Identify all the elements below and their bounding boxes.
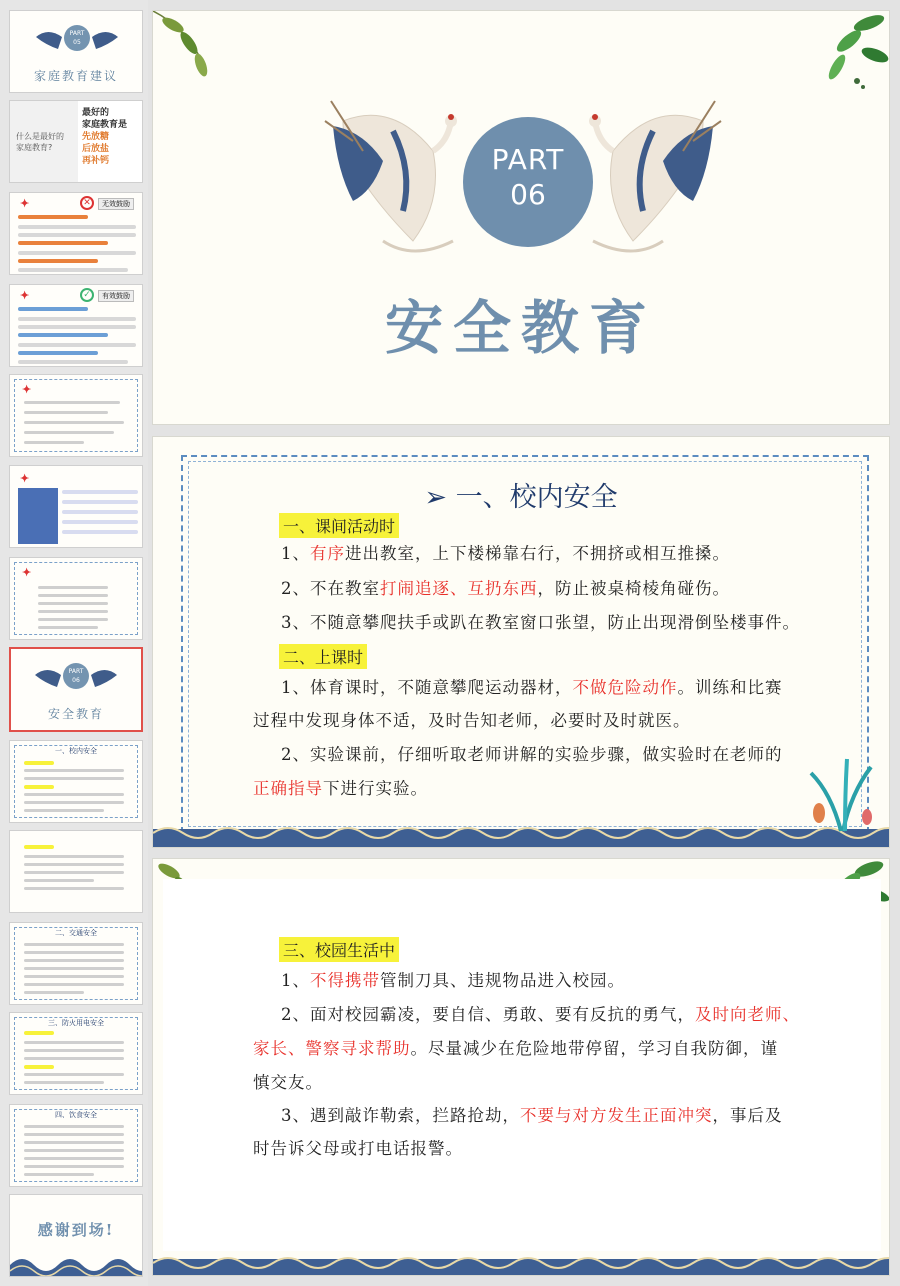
text-line	[24, 863, 124, 866]
text-run: 1、	[281, 544, 310, 563]
slide-thumbnail-2[interactable]	[9, 100, 143, 183]
slide-thumbnail-8[interactable]	[9, 647, 143, 732]
paragraph-2-cont	[253, 1032, 778, 1065]
text-line	[24, 769, 124, 772]
slide-thumbnail-3[interactable]	[9, 192, 143, 275]
text-line	[24, 421, 124, 424]
text-line	[24, 879, 94, 882]
text-line	[24, 1041, 124, 1044]
text-line	[24, 401, 120, 404]
answer-line: 最好的	[82, 108, 110, 118]
glyph-mark: ✦	[20, 289, 30, 302]
text-line	[18, 360, 128, 364]
text-line	[24, 887, 124, 890]
content-panel	[163, 879, 881, 1251]
text-line	[24, 983, 124, 986]
text-line	[24, 1141, 124, 1144]
paragraph-3: 3、不随意攀爬扶手或趴在教室窗口张望，防止出现滑倒坠楼事件。	[281, 613, 800, 632]
highlight-bar	[24, 761, 54, 765]
text-line	[18, 325, 136, 329]
text-line	[18, 343, 136, 347]
emphasis-text: 及时向老师、	[695, 1005, 800, 1024]
text-line	[24, 1081, 104, 1084]
text-line	[24, 967, 124, 970]
answer-highlight: 后放盐	[82, 144, 110, 154]
text-line	[24, 1149, 124, 1152]
text-line	[24, 793, 124, 796]
text-line	[62, 490, 138, 494]
highlight-bar	[24, 1065, 54, 1069]
leaf-decoration	[779, 11, 889, 101]
slide-heading: 四、饮食安全	[55, 1111, 97, 1119]
slide-heading: 二、交通安全	[55, 929, 97, 937]
wave-decoration	[10, 1251, 143, 1277]
slide-thumbnail-10[interactable]	[9, 830, 143, 913]
paragraph-5-cont	[253, 772, 428, 805]
text-line	[24, 1057, 124, 1060]
part-label: PART	[491, 143, 565, 176]
status-badge: 无效鼓励	[98, 198, 134, 210]
crane-illustration	[33, 665, 119, 691]
text-run: 管制刀具、违规物品进入校园。	[380, 971, 625, 990]
text-line	[24, 777, 124, 780]
text-run: ，防止被桌椅棱角碰伤。	[537, 579, 730, 598]
text-run: 1、体育课时，不随意攀爬运动器材，	[281, 678, 573, 697]
slide-thumbnail-7[interactable]	[9, 557, 143, 640]
cross-icon: ✕	[80, 196, 94, 210]
paragraph-2-end: 慎交友。	[253, 1073, 323, 1092]
slide-thumbnail-14[interactable]	[9, 1194, 143, 1277]
text-line	[24, 431, 114, 434]
text-line	[62, 530, 138, 534]
answer-block	[82, 107, 127, 167]
emphasis-text: 家长、警察寻求帮助	[253, 1039, 411, 1058]
slide-thumbnail-1[interactable]	[9, 10, 143, 93]
answer-highlight: 再补钙	[82, 156, 110, 166]
text-line	[38, 594, 108, 597]
part-number: 05	[73, 39, 81, 46]
text-line	[18, 225, 136, 229]
part-number: 06	[510, 178, 546, 211]
text-line	[62, 510, 138, 514]
part-label: PART	[68, 668, 84, 675]
section-label: 三、校园生活中	[279, 937, 399, 962]
text-run: 2、面对校园霸凌，要自信、勇敢、要有反抗的勇气，	[281, 1005, 695, 1024]
text-line	[62, 500, 138, 504]
text-line	[24, 1173, 94, 1176]
bar-line	[18, 307, 88, 311]
text-line	[38, 586, 108, 589]
leaf-decoration	[153, 11, 233, 81]
slide-thumbnail-panel	[0, 0, 148, 1286]
paragraph-1	[281, 964, 625, 997]
text-line	[38, 618, 108, 621]
text-line	[24, 1073, 124, 1076]
highlight-bar	[24, 845, 54, 849]
section-label: 一、课间活动时	[279, 513, 399, 538]
emphasis-text: 不做危险动作	[572, 678, 678, 697]
bar-line	[18, 259, 98, 263]
text-run: 3、遇到敲诈勒索，拦路抢劫，	[281, 1106, 520, 1125]
text-line	[24, 943, 124, 946]
slide-thumbnail-12[interactable]	[9, 1012, 143, 1095]
plant-decoration	[801, 753, 881, 833]
text-line	[24, 959, 124, 962]
emphasis-text: 有序	[310, 544, 345, 563]
slide-thumbnail-11[interactable]	[9, 922, 143, 1005]
text-line	[24, 951, 124, 954]
slide-thumbnail-13[interactable]	[9, 1104, 143, 1187]
paragraph-4	[281, 671, 783, 704]
text-line	[18, 317, 136, 321]
answer-highlight: 先放糖	[82, 132, 110, 142]
text-line	[38, 602, 108, 605]
slide-campus-life	[152, 858, 890, 1276]
slide-thumbnail-9[interactable]	[9, 740, 143, 823]
text-line	[24, 441, 84, 444]
text-run: 1、	[281, 971, 310, 990]
text-line	[38, 610, 108, 613]
text-line	[18, 268, 128, 272]
text-line	[24, 1049, 124, 1052]
slide-thumbnail-5[interactable]	[9, 374, 143, 457]
bar-line	[18, 215, 88, 219]
paragraph-1	[281, 537, 730, 570]
text-run: 2、不在教室	[281, 579, 380, 598]
bar-line	[18, 241, 108, 245]
text-line	[18, 233, 136, 237]
section-title: 安全教育	[384, 294, 657, 362]
text-run: 。尽量减少在危险地带停留，学习自我防御，谨	[410, 1039, 778, 1058]
wave-decoration	[153, 823, 890, 847]
slide-heading: ➢ 一、校内安全	[424, 482, 618, 513]
section-label: 二、上课时	[279, 644, 367, 669]
text-line	[24, 871, 124, 874]
text-line	[24, 809, 104, 812]
text-line	[24, 1157, 124, 1160]
text-line	[24, 801, 124, 804]
paragraph-2	[281, 998, 800, 1031]
text-line	[62, 520, 138, 524]
dashed-frame	[14, 562, 138, 635]
answer-line: 家庭教育是	[82, 120, 128, 130]
text-line	[24, 1133, 124, 1136]
text-run: ，事后及	[712, 1106, 783, 1125]
slide-heading: 一、校内安全	[55, 747, 97, 755]
glyph-mark: ✦	[20, 197, 30, 210]
paragraph-3-cont: 时告诉父母或打电话报警。	[253, 1139, 463, 1158]
text-line	[24, 855, 124, 858]
paragraph-4-cont: 过程中发现身体不适，及时告知老师，必要时及时就医。	[253, 711, 691, 730]
glyph-mark: ✦	[22, 383, 32, 396]
text-run: 。训练和比赛	[677, 678, 783, 697]
slide-title: 感谢到场!	[37, 1221, 115, 1239]
paragraph-2	[281, 572, 730, 605]
text-line	[24, 991, 84, 994]
emphasis-text: 打闹追逐、互扔东西	[380, 579, 538, 598]
text-line	[18, 251, 136, 255]
slide-part-06-cover	[152, 10, 890, 425]
bar-line	[18, 333, 108, 337]
emphasis-text: 不得携带	[310, 971, 380, 990]
emphasis-text: 不要与对方发生正面冲突	[520, 1106, 713, 1125]
highlight-bar	[24, 785, 54, 789]
bar-line	[18, 351, 98, 355]
slide-heading: 三、防火用电安全	[48, 1019, 104, 1027]
text-line	[24, 411, 108, 414]
slide-thumbnail-6[interactable]	[9, 465, 143, 548]
wave-decoration	[153, 1253, 890, 1275]
paragraph-5: 2、实验课前，仔细听取老师讲解的实验步骤，做实验时在老师的	[281, 745, 783, 764]
text-line	[38, 626, 98, 629]
highlight-bar	[24, 1031, 54, 1035]
text-line	[24, 1125, 124, 1128]
slide-title: 安全教育	[47, 707, 104, 721]
text-run: 下进行实验。	[323, 779, 428, 798]
question-text: 什么是最好的家庭教育?	[16, 132, 64, 152]
check-icon: ✓	[80, 288, 94, 302]
text-run: 进出教室，上下楼梯靠右行，不拥挤或相互推搡。	[345, 544, 730, 563]
crane-illustration	[34, 27, 120, 53]
paragraph-3	[281, 1099, 783, 1132]
status-badge: 有效鼓励	[98, 290, 134, 302]
emphasis-text: 正确指导	[253, 779, 323, 798]
slide-title: 家庭教育建议	[33, 69, 118, 83]
part-number: 06	[72, 677, 80, 684]
text-line	[24, 975, 124, 978]
side-block	[18, 488, 58, 544]
glyph-mark: ✦	[20, 472, 30, 485]
glyph-mark: ✦	[22, 566, 32, 579]
slide-thumbnail-4[interactable]	[9, 284, 143, 367]
slide-campus-safety	[152, 436, 890, 848]
text-line	[24, 1165, 124, 1168]
part-label: PART	[69, 30, 85, 37]
part-badge	[463, 117, 593, 247]
